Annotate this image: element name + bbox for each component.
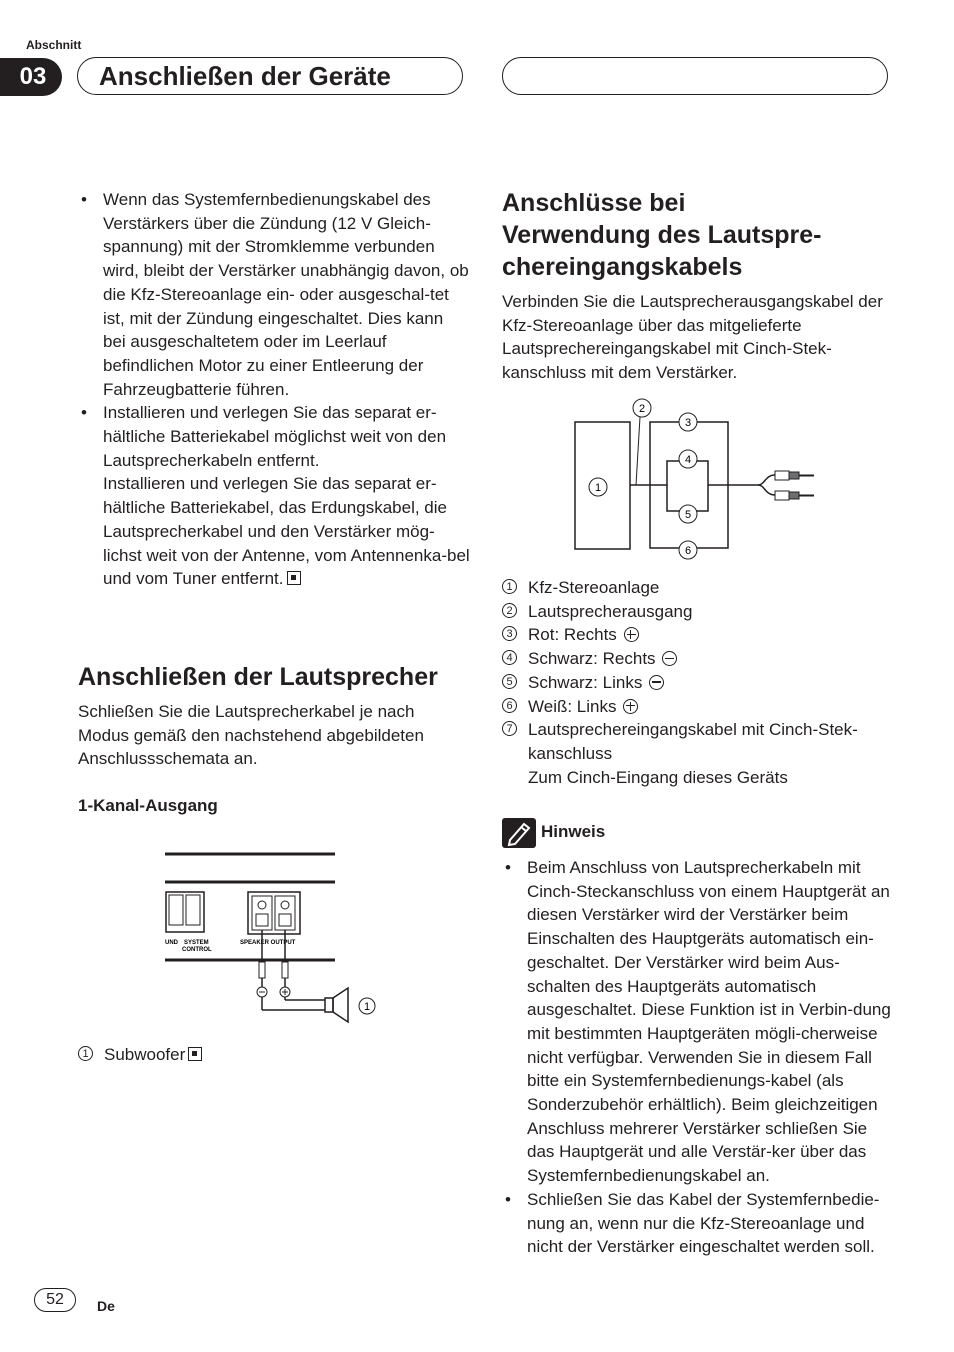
language-code: De bbox=[97, 1298, 115, 1314]
svg-text:5: 5 bbox=[684, 509, 692, 521]
label-speaker-output: SPEAKER OUTPUT bbox=[240, 940, 296, 946]
legend-text: Schwarz: Rechts bbox=[528, 649, 656, 669]
legend-number: 7 bbox=[502, 721, 517, 736]
legend-number: 1 bbox=[502, 579, 517, 594]
plus-polarity-icon bbox=[623, 699, 638, 714]
svg-text:3: 3 bbox=[684, 417, 692, 429]
bullet-item: • Wenn das Systemfernbedienungskabel des Verstärkers über die Zündung (12 V Gleich-spannung) mit der Stromklemme verbunden wird, bleibt der Verstärker unabhängig davon, ob die Kfz-Stereoanlage ein- oder ausgeschal-tet ist, mit der Zündung eingeschaltet. Dies kann bei ausgeschaltetem oder im Leerlauf befindlichen Motor zu einer Entleerung der Fahrzeugbatterie führen. bbox=[78, 188, 470, 401]
rca-wiring-diagram bbox=[570, 395, 830, 560]
legend-number: 5 bbox=[502, 674, 517, 689]
legend-item bbox=[78, 1043, 378, 1067]
bullet-item: • Beim Anschluss von Lautsprecherkabeln mit Cinch-Steckanschluss von einem Hauptgerät an diesen Verstärker wird der Verstärker beim Einschalten des Hauptgeräts automatisch ein-geschaltet. Der Verstärker wird beim Aus-schalten des Hauptgeräts automatisch ausgeschaltet. Diese Funktion ist in Verbin-dung mit bestimmten Hauptgeräten mögli-cherweise nicht verfügbar. Verwenden Sie in diesem Fall bitte ein Systemfernbedienungs-kabel (als Sonderzubehör erhältlich). Beim gleichzeitigen Anschluss mehrerer Verstärker schließen Sie das Hauptgerät und alle Verstär-ker über das Systemfernbedienungskabel an. bbox=[502, 856, 894, 1188]
legend-item bbox=[502, 647, 902, 671]
legend-item bbox=[502, 695, 902, 719]
heading-line: chereingangskabels bbox=[502, 253, 743, 281]
hint-bullets bbox=[502, 856, 894, 1259]
section-heading-rca bbox=[502, 187, 902, 283]
legend-number: 6 bbox=[502, 698, 517, 713]
legend-text: Lautsprecherausgang bbox=[528, 601, 693, 621]
bullet-item: • Schließen Sie das Kabel der Systemfernbedie-nung an, wenn nur die Kfz-Stereoanlage und nicht der Verstärker eingeschaltet werden soll. bbox=[502, 1188, 894, 1259]
legend-left bbox=[78, 1043, 378, 1067]
heading-line: Anschlüsse bei bbox=[502, 189, 686, 217]
legend-text: Rot: Rechts bbox=[528, 625, 617, 645]
svg-text:1: 1 bbox=[594, 482, 602, 494]
bullet-continuation: Installieren und verlegen Sie das separat er-hältliche Batteriekabel, das Erdungskabel, die Lautsprecherkabel und den Verstärker mög-lichst weit von der Antenne, vom Antennenka-bel und vom Tuner entfernt. bbox=[103, 474, 470, 589]
legend-number: 4 bbox=[502, 650, 517, 665]
plus-polarity-icon bbox=[624, 627, 639, 642]
legend-text: Weiß: Links bbox=[528, 696, 617, 716]
chapter-number: 03 bbox=[0, 58, 62, 96]
heading-line: Verwendung des Lautspre- bbox=[502, 221, 822, 249]
legend-item bbox=[502, 718, 898, 789]
legend-text: Lautsprechereingangskabel mit Cinch-Stek-kanschluss bbox=[528, 720, 858, 763]
legend-item bbox=[502, 623, 902, 647]
legend-number: 2 bbox=[502, 603, 517, 618]
legend-number: 1 bbox=[78, 1046, 93, 1061]
section-intro-speakers: Schließen Sie die Lautsprecherkabel je nach Modus gemäß den nachstehend abgebildeten Anschlussschemata an. bbox=[78, 702, 424, 769]
bullet-item bbox=[78, 401, 470, 591]
section-intro-rca: Verbinden Sie die Lautsprecherausgangskabel der Kfz-Stereoanlage über das mitgelieferte Lautsprechereingangskabel mit Cinch-Stek-kanschluss mit dem Verstärker. bbox=[502, 292, 883, 383]
chapter-title: Anschließen der Geräte bbox=[99, 61, 391, 91]
hint-label: Hinweis bbox=[541, 822, 606, 841]
minus-polarity-icon bbox=[649, 675, 664, 690]
legend-number: 3 bbox=[502, 626, 517, 641]
label-sound: UND bbox=[165, 940, 178, 946]
section-heading-speakers: Anschließen der Lautsprecher bbox=[78, 663, 438, 691]
label-control: CONTROL bbox=[182, 947, 212, 953]
rca-plug-icon bbox=[775, 471, 789, 480]
bullet-text: Installieren und verlegen Sie das separat er-hältliche Batteriekabel möglichst weit von den Lautsprecherkabeln entfernt. bbox=[103, 403, 447, 470]
svg-text:4: 4 bbox=[684, 454, 692, 466]
end-mark-icon bbox=[287, 571, 301, 585]
minus-polarity-icon bbox=[662, 651, 677, 666]
page-number: 52 bbox=[34, 1288, 76, 1312]
subheading-1-channel: 1-Kanal-Ausgang bbox=[78, 796, 218, 815]
section-label: Abschnitt bbox=[26, 38, 82, 52]
legend-item bbox=[502, 600, 902, 624]
subwoofer-wiring-diagram bbox=[160, 850, 390, 1035]
legend-text: Schwarz: Links bbox=[528, 672, 643, 692]
svg-text:6: 6 bbox=[684, 545, 692, 557]
pencil-note-icon bbox=[502, 818, 536, 848]
legend-text: Kfz-Stereoanlage bbox=[528, 578, 660, 597]
subwoofer-icon bbox=[325, 998, 333, 1012]
end-mark-icon bbox=[188, 1047, 202, 1061]
legend-text: Subwoofer bbox=[104, 1045, 186, 1064]
legend-subtext: Zum Cinch-Eingang dieses Geräts bbox=[528, 767, 788, 787]
svg-text:1: 1 bbox=[363, 1001, 371, 1013]
legend-right bbox=[502, 576, 902, 789]
legend-item bbox=[502, 576, 902, 600]
header-empty-frame bbox=[502, 57, 888, 95]
label-system: SYSTEM bbox=[184, 940, 209, 946]
left-bullets bbox=[78, 188, 470, 591]
legend-item bbox=[502, 671, 902, 695]
rca-plug-icon bbox=[775, 491, 789, 500]
svg-text:2: 2 bbox=[638, 403, 646, 415]
car-stereo-box bbox=[575, 422, 630, 549]
